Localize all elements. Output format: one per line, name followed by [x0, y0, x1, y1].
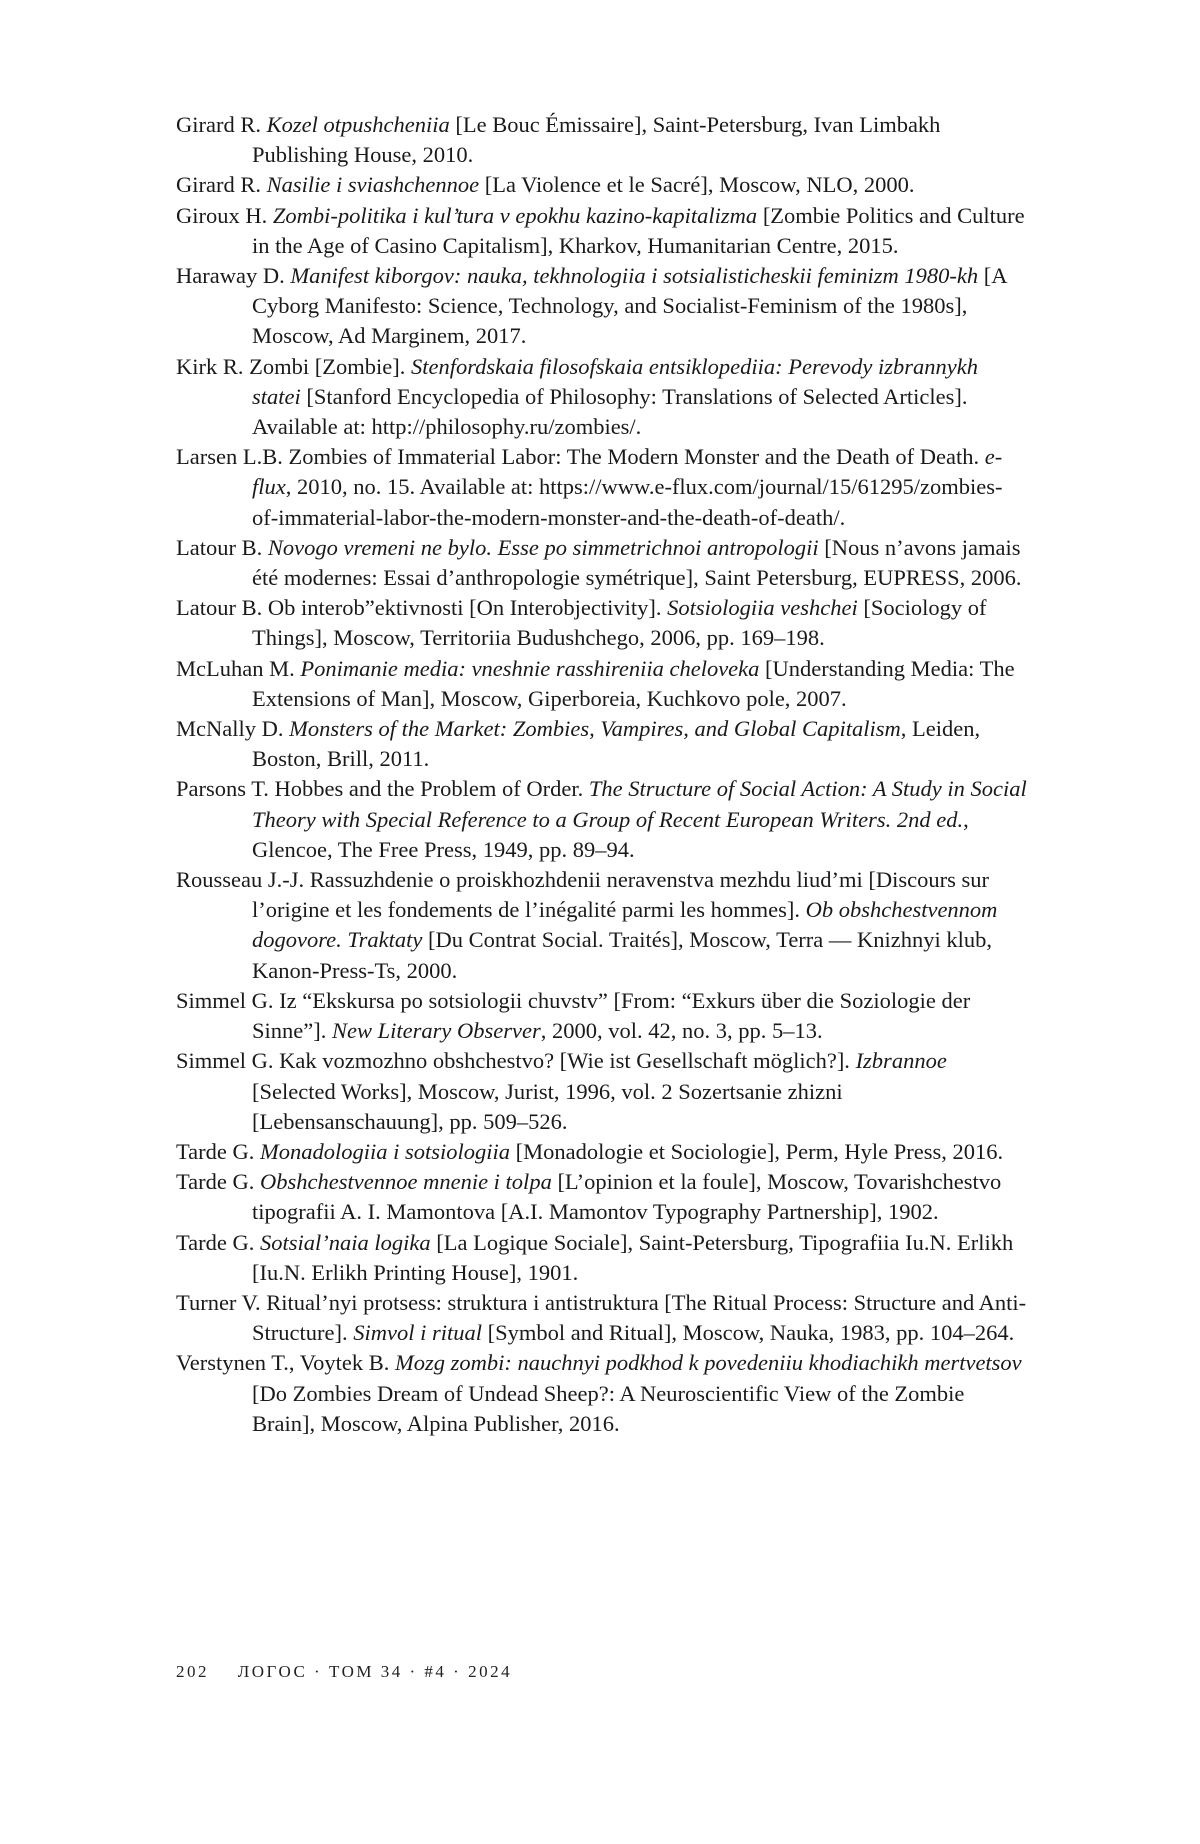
reference-entry [176, 1228, 1028, 1288]
reference-title: Sotsial’naia logika [260, 1229, 431, 1255]
reference-entry [176, 986, 1028, 1046]
reference-title: The Structure of Social Action: A Study in Social Theory with Special Reference to a Group of Recent European Writers. 2nd ed. [252, 776, 1027, 832]
reference-entry [176, 533, 1028, 593]
reference-text: [Sociology of Things], Moscow, Territoriia Budushchego, 2006, pp. 169–198. [252, 595, 987, 651]
journal-info: ЛОГОС · ТОМ 34 · #4 · 2024 [237, 1662, 513, 1681]
reference-text: Giroux H. [176, 202, 273, 228]
reference-entry [176, 170, 1028, 200]
reference-text: [A Cyborg Manifesto: Science, Technology, and Socialist-Feminism of the 1980s], Moscow, Ad Marginem, 2017. [252, 263, 1007, 349]
reference-title: Manifest kiborgov: nauka, tekhnologiia i sotsialisticheskii feminizm 1980-kh [290, 263, 979, 289]
reference-text: Kirk R. Zombi [Zombie]. [176, 353, 411, 379]
reference-entry [176, 1167, 1028, 1227]
reference-title: Ob obshchestvennom dogovore. Traktaty [252, 897, 998, 953]
reference-text: Girard R. [176, 112, 267, 137]
reference-text: Tarde G. [176, 1138, 261, 1164]
reference-entry [176, 865, 1028, 986]
reference-entry [176, 714, 1028, 774]
reference-text: , Leiden, Boston, Brill, 2011. [252, 716, 981, 772]
reference-title: Izbrannoe [855, 1048, 947, 1074]
page-number: 202 [176, 1662, 209, 1681]
reference-entry [176, 593, 1028, 653]
reference-text: Rousseau J.-J. Rassuzhdenie o proiskhozhdenii neravenstva mezhdu liud’mi [Discours sur l’origine et les fondements de l’inégalité parmi les hommes]. [176, 867, 989, 923]
reference-entry [176, 442, 1028, 533]
reference-text: [Understanding Media: The Extensions of Man], Moscow, Giperboreia, Kuchkovo pole, 2007. [252, 655, 1015, 711]
reference-title: Sotsiologiia veshchei [667, 595, 858, 621]
page-footer [176, 1662, 512, 1682]
reference-text: Parsons T. Hobbes and the Problem of Order. [176, 776, 589, 802]
reference-text: [Zombie Politics and Culture in the Age of Casino Capitalism], Kharkov, Humanitarian Centre, 2015. [252, 202, 1025, 258]
reference-title: Nasilie i sviashchennoe [266, 172, 480, 198]
reference-entry [176, 1137, 1028, 1167]
reference-text: [La Violence et le Sacré], Moscow, NLO, 2000. [479, 172, 915, 198]
reference-text: [L’opinion et la foule], Moscow, Tovarishchestvo tipografii A. I. Mamontova [A.I. Mamontov Typography Partnership], 1902. [252, 1169, 1002, 1225]
reference-title: New Literary Observer [331, 1018, 541, 1044]
reference-text: [Du Contrat Social. Traités], Moscow, Terra — Knizhnyi klub, Kanon-Press-Ts, 2000. [252, 927, 993, 983]
reference-text: [Selected Works], Moscow, Jurist, 1996, vol. 2 Sozertsanie zhizni [Lebensanschauung], pp. 509–526. [252, 1078, 843, 1134]
reference-text: [Nous n’avons jamais été modernes: Essai d’anthropologie symétrique], Saint Petersburg, EUPRESS, 2006. [252, 534, 1022, 591]
reference-title: Monsters of the Market: Zombies, Vampires, and Global Capitalism [289, 716, 901, 742]
reference-title: Mozg zombi: nauchnyi podkhod k povedeniiu khodiachikh mertvetsov [394, 1350, 1022, 1376]
reference-text: Tarde G. [176, 1169, 261, 1195]
reference-text: McLuhan M. [176, 655, 301, 681]
reference-text: [Stanford Encyclopedia of Philosophy: Translations of Selected Articles]. Available at: http://philosophy.ru/zombies/. [252, 383, 968, 440]
reference-text: [Le Bouc Émissaire], Saint-Petersburg, Ivan Limbakh Publishing House, 2010. [252, 112, 941, 168]
reference-text: Turner V. Ritual’nyi protsess: struktura i antistruktura [The Ritual Process: Structure and Anti-Structure]. [176, 1289, 1027, 1346]
reference-text: , 2000, vol. 42, no. 3, pp. 5–13. [540, 1018, 823, 1044]
reference-text: Haraway D. [176, 263, 291, 289]
reference-entry [176, 201, 1028, 261]
reference-title: Kozel otpushcheniia [266, 112, 450, 137]
reference-text: [La Logique Sociale], Saint-Petersburg, Tipografiia Iu.N. Erlikh [Iu.N. Erlikh Printing House], 1901. [252, 1229, 1014, 1285]
reference-title: Stenfordskaia filosofskaia entsiklopediia: Perevody izbrannykh statei [252, 353, 978, 409]
reference-text: , 2010, no. 15. Available at: https://www.e-flux.com/journal/15/61295/zombies-of-immaterial-labor-the-modern-monster-and-the-death-of-death/. [252, 474, 1003, 530]
reference-text: Latour B. [176, 534, 268, 560]
reference-title: Novogo vremeni ne bylo. Esse po simmetrichnoi antropologii [267, 534, 819, 560]
reference-list [176, 110, 1028, 1439]
reference-text: Tarde G. [176, 1229, 261, 1255]
reference-text: McNally D. [176, 716, 290, 742]
reference-title: Zombi-politika i kul’tura v epokhu kazino-kapitalizma [272, 202, 758, 228]
reference-title: Ponimanie media: vneshnie rasshireniia cheloveka [300, 655, 760, 681]
reference-entry [176, 1348, 1028, 1439]
reference-title: e-flux [252, 444, 1003, 500]
reference-entry [176, 110, 1028, 170]
reference-entry [176, 1288, 1028, 1348]
reference-title: Obshchestvennoe mnenie i tolpa [260, 1169, 552, 1195]
reference-text: [Symbol and Ritual], Moscow, Nauka, 1983, pp. 104–264. [481, 1320, 1015, 1346]
reference-entry [176, 261, 1028, 352]
reference-text: Verstynen T., Voytek B. [176, 1350, 395, 1376]
reference-text: Latour B. Ob interob”ektivnosti [On Interobjectivity]. [176, 595, 668, 621]
reference-entry [176, 774, 1028, 865]
reference-title: Simvol i ritual [353, 1320, 482, 1346]
reference-text: Girard R. [176, 172, 267, 198]
reference-text: [Do Zombies Dream of Undead Sheep?: A Neuroscientific View of the Zombie Brain], Moscow, Alpina Publisher, 2016. [252, 1380, 965, 1436]
reference-text: Simmel G. Kak vozmozhno obshchestvo? [Wie ist Gesellschaft möglich?]. [176, 1048, 856, 1074]
reference-text: [Monadologie et Sociologie], Perm, Hyle Press, 2016. [510, 1138, 1004, 1164]
reference-text: Larsen L.B. Zombies of Immaterial Labor: The Modern Monster and the Death of Death. [176, 444, 985, 470]
reference-entry [176, 1046, 1028, 1137]
reference-entry [176, 654, 1028, 714]
reference-entry [176, 352, 1028, 443]
reference-text: , Glencoe, The Free Press, 1949, pp. 89–94. [252, 806, 969, 862]
reference-text: Simmel G. Iz “Ekskursa po sotsiologii chuvstv” [From: “Exkurs über die Soziologie der Sinne”]. [176, 987, 971, 1044]
reference-title: Monadologiia i sotsiologiia [260, 1138, 511, 1164]
